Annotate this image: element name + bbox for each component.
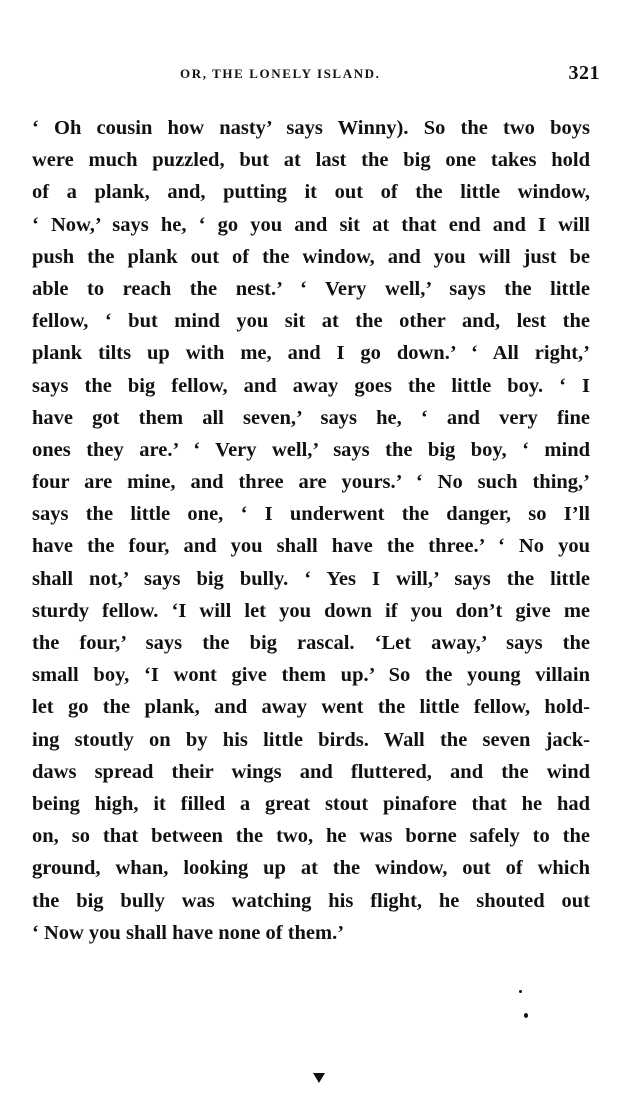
running-head (30, 62, 600, 88)
text-line: on, so that between the two, he was borne safely to the (32, 825, 590, 848)
running-title: OR, THE LONELY ISLAND. (180, 66, 381, 81)
text-line: push the plank out of the window, and you will just be (32, 245, 590, 268)
text-line: have got them all seven,’ says he, ‘ and very fine (32, 406, 590, 429)
ink-speck (524, 1013, 528, 1018)
page-number: 321 (568, 62, 600, 84)
text-line: the four,’ says the big rascal. ‘Let away,’ says the (32, 632, 590, 654)
text-line: being high, it filled a great stout pinafore that he had (32, 792, 590, 815)
text-line: ‘ Now,’ says he, ‘ go you and sit at that end and I will (32, 213, 590, 236)
text-line: ‘ Oh cousin how nasty’ says Winny). So the two boys (32, 117, 590, 139)
text-line: ‘ Now you shall have none of them.’ (32, 921, 345, 944)
text-line: ground, whan, looking up at the window, out of which (32, 857, 590, 880)
text-line: plank tilts up with me, and I go down.’ ‘ All right,’ (32, 342, 590, 365)
text-line: fellow, ‘ but mind you sit at the other and, lest the (32, 310, 590, 333)
text-line: have the four, and you shall have the three.’ ‘ No you (32, 535, 590, 558)
text-line: ones they are.’ ‘ Very well,’ says the big boy, ‘ mind (32, 438, 590, 461)
text-line: were much puzzled, but at last the big one takes hold (32, 149, 590, 172)
text-line: says the little one, ‘ I underwent the danger, so I’ll (32, 503, 590, 526)
text-line: says the big fellow, and away goes the little boy. ‘ I (32, 374, 590, 397)
text-line: daws spread their wings and fluttered, and the wind (32, 760, 590, 783)
text-line: small boy, ‘I wont give them up.’ So the young villain (32, 664, 590, 687)
body-text (32, 112, 590, 949)
text-line: sturdy fellow. ‘I will let you down if you don’t give me (32, 599, 590, 622)
text-line: of a plank, and, putting it out of the little window, (32, 181, 590, 204)
signature-mark-icon (313, 1073, 325, 1083)
text-line: able to reach the nest.’ ‘ Very well,’ says the little (32, 277, 590, 300)
text-line: the big bully was watching his flight, he shouted out (32, 889, 590, 912)
ink-speck (519, 990, 522, 993)
text-line: ing stoutly on by his little birds. Wall the seven jack- (32, 728, 590, 751)
text-line: let go the plank, and away went the little fellow, hold- (32, 696, 590, 719)
text-line: shall not,’ says big bully. ‘ Yes I will,’ says the little (32, 567, 590, 590)
text-line: four are mine, and three are yours.’ ‘ No such thing,’ (32, 471, 590, 494)
